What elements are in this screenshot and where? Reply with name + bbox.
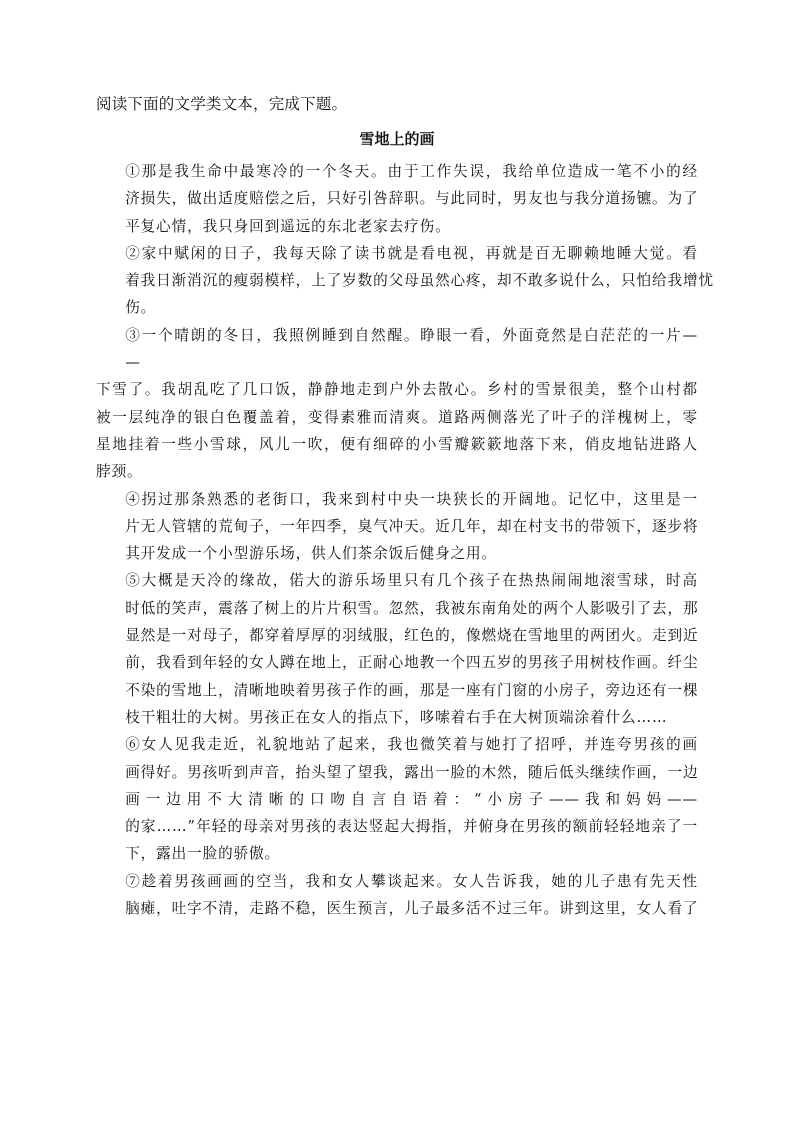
paragraph-line: 下雪了。我胡乱吃了几口饭，静静地走到户外去散心。乡村的雪景很美，整个山村都	[96, 381, 698, 399]
paragraph-line: ⑥女人见我走近，礼貌地站了起来，我也微笑着与她打了招呼，并连夸男孩的画	[125, 736, 698, 754]
paragraph-line: ④拐过那条熟悉的老街口，我来到村中央一块狭长的开阔地。记忆中，这里是一	[125, 490, 698, 508]
article-paragraph	[96, 868, 698, 923]
paragraph-line: 脖颈。	[96, 463, 143, 481]
paragraph-line: 画得好。男孩听到声音，抬头望了望我，露出一脸的木然，随后低头继续作画，一边	[125, 763, 699, 781]
paragraph-line: —	[125, 354, 141, 372]
paragraph-line: 画一边用不大清晰的口吻自言自语着：“小房子——我和妈妈——	[125, 790, 698, 808]
paragraph-line: 片无人管辖的荒甸子，一年四季，臭气冲天。近几年，却在村支书的带领下，逐步将	[125, 517, 699, 535]
paragraph-line: ⑦趁着男孩画画的空当，我和女人攀谈起来。女人告诉我，她的儿子患有先天性	[125, 872, 698, 890]
paragraph-line: 脑瘫，吐字不清，走路不稳，医生预言，儿子最多活不过三年。讲到这里，女人看了	[125, 900, 699, 918]
article-paragraph	[96, 376, 698, 485]
paragraph-line: 下，露出一脸的骄傲。	[125, 845, 281, 863]
paragraph-line: 其开发成一个小型游乐场，供人们茶余饭后健身之用。	[125, 545, 498, 563]
question-instruction: 阅读下面的文学类文本，完成下题。	[96, 95, 348, 113]
article-title: 雪地上的画	[359, 130, 435, 148]
paragraph-line: 枝干粗壮的大树。男孩正在女人的指点下，哆嗦着右手在大树顶端涂着什么……	[125, 708, 668, 726]
article-paragraph	[96, 486, 698, 568]
paragraph-line: 不染的雪地上，清晰地映着男孩子作的画，那是一座有门窗的小房子，旁边还有一棵	[125, 681, 699, 699]
paragraph-line: 的家……”年轻的母亲对男孩的表达竖起大拇指，并俯身在男孩的额前轻轻地亲了一	[125, 818, 698, 836]
paragraph-line: 时低的笑声，震落了树上的片片积雪。忽然，我被东南角处的两个人影吸引了去，那	[125, 599, 699, 617]
paragraph-line: 被一层纯净的银白色覆盖着，变得素雅而清爽。道路两侧落光了叶子的洋槐树上，零	[96, 408, 698, 426]
paragraph-line: 着我日渐消沉的瘦弱模样，上了岁数的父母虽然心疼，却不敢多说什么，只怕给我增忧	[125, 272, 714, 290]
article-paragraph	[96, 240, 714, 322]
article-paragraph	[96, 567, 698, 731]
paragraph-line: ②家中赋闲的日子，我每天除了读书就是看电视，再就是百无聊赖地睡大觉。看	[125, 244, 698, 262]
article-paragraph	[96, 731, 698, 867]
paragraph-line: ①那是我生命中最寒冷的一个冬天。由于工作失误，我给单位造成一笔不小的经	[125, 163, 698, 180]
paragraph-line: 星地挂着一些小雪球，风儿一吹，便有细碎的小雪瓣簌簌地落下来，俏皮地钻进路人	[96, 435, 698, 453]
paragraph-line: 平复心情，我只身回到遥远的东北老家去疗伤。	[125, 217, 451, 235]
paragraph-line: 伤。	[125, 299, 157, 317]
paragraph-line: ③一个晴朗的冬日，我照例睡到自然醒。睁眼一看，外面竟然是白茫茫的一片—	[125, 326, 698, 344]
article-paragraph	[96, 322, 698, 377]
paragraph-line: ⑤大概是天冷的缘故，偌大的游乐场里只有几个孩子在热热闹闹地滚雪球，时高	[125, 572, 698, 590]
paragraph-line: 显然是一对母子，都穿着厚厚的羽绒服，红色的，像燃烧在雪地里的两团火。走到近	[125, 627, 699, 645]
article-paragraph	[96, 158, 698, 240]
paragraph-line: 前，我看到年轻的女人蹲在地上，正耐心地教一个四五岁的男孩子用树枝作画。纤尘	[125, 654, 699, 672]
article-body	[96, 158, 714, 922]
paragraph-line: 济损失，做出适度赔偿之后，只好引咎辞职。与此同时，男友也与我分道扬镳。为了	[125, 190, 699, 208]
